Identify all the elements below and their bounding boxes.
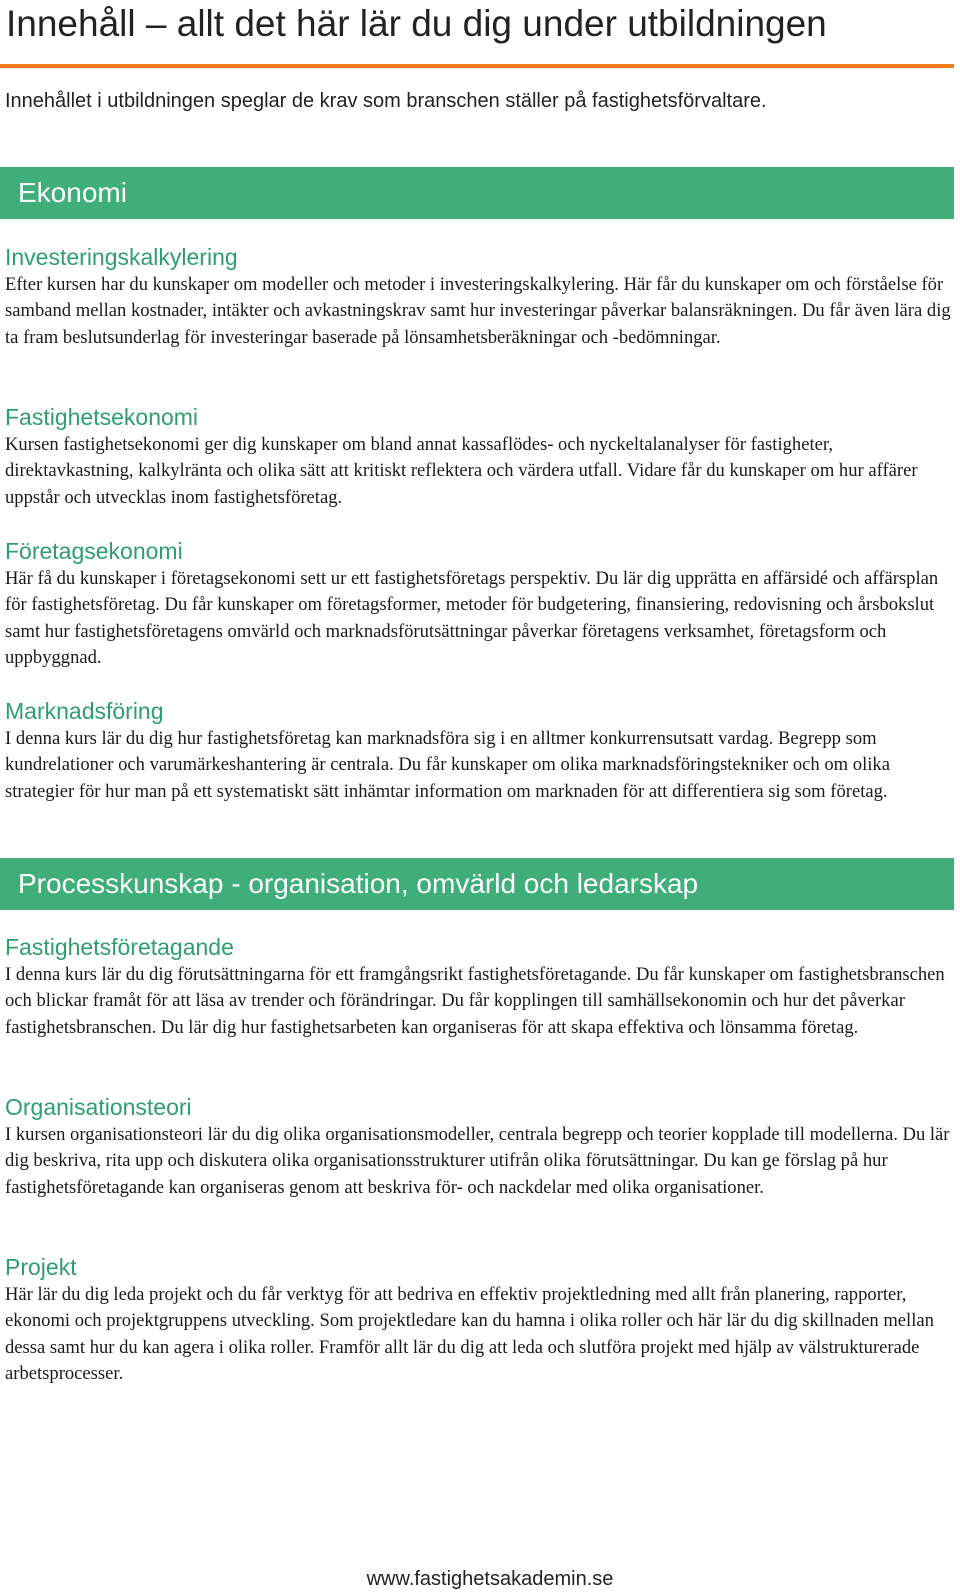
course-title: Projekt	[5, 1254, 77, 1280]
course-description: Efter kursen har du kunskaper om modeller och metoder i investeringskalkylering. Här får du kunskaper om och förståelse för samband mellan kostnader, intäkter och avkastningskrav samt hur investeringar påverkar balansräkningen. Du får även lära dig ta fram beslutsunderlag för investeringar baserade på lönsamhetsberäkningar och -bedömningar.	[5, 274, 951, 348]
intro-text: Innehållet i utbildningen speglar de krav som branschen ställer på fastighetsförvaltare.	[5, 90, 767, 112]
course-marknadsforing	[5, 696, 953, 805]
course-organisationsteori	[5, 1092, 953, 1201]
course-description: I denna kurs lär du dig hur fastighetsföretag kan marknadsföra sig i en alltmer konkurrensutsatt vardag. Begrepp som kundrelationer och varumärkeshantering är centrala. Du får kunskaper om olika marknadsföringstekniker och om olika strategier för hur man på ett systematiskt sätt inhämtar information om marknaden för att differentiera sig som företag.	[5, 728, 890, 802]
section-band-ekonomi: Ekonomi	[0, 167, 954, 219]
page-title: Innehåll – allt det här lär du dig under utbildningen	[6, 3, 827, 44]
course-fastighetsforetagande	[5, 932, 953, 1041]
course-foretagsekonomi	[5, 536, 953, 671]
course-title: Fastighetsföretagande	[5, 934, 234, 960]
course-title: Företagsekonomi	[5, 538, 183, 564]
course-title: Organisationsteori	[5, 1094, 192, 1120]
course-fastighetsekonomi	[5, 402, 953, 511]
course-title: Fastighetsekonomi	[5, 404, 199, 430]
course-description: I kursen organisationsteori lär du dig olika organisationsmodeller, centrala begrepp och teorier kopplade till modellerna. Du lär dig beskriva, rita upp och diskutera olika organisationsstrukturer utifrån olika förutsättningar. Du kan ge förslag på hur fastighetsföretagande kan organiseras genom att beskriva för- och nackdelar med olika organisationer.	[5, 1124, 950, 1198]
course-description: Här få du kunskaper i företagsekonomi sett ur ett fastighetsföretags perspektiv. Du lär dig upprätta en affärsidé och affärsplan för fastighetsföretag. Du får kunskaper om företagsformer, metoder för budgetering, finansiering, redovisning och årsbokslut samt hur fastighetsföretagens omvärld och marknadsförutsättningar påverkar företagens verksamhet, företagsform och uppbyggnad.	[5, 568, 939, 668]
title-divider	[0, 64, 954, 68]
course-description: I denna kurs lär du dig förutsättningarna för ett framgångsrikt fastighetsföretagande. Du får kunskaper om fastighetsbranschen och blickar framåt för att läsa av trender och förändringar. Du får kopplingen till samhällsekonomin och hur det påverkar fastighetsbranschen. Du lär dig hur fastighetsarbeten kan organiseras för att skapa effektiva och lönsamma företag.	[5, 964, 945, 1038]
course-description: Här lär du dig leda projekt och du får verktyg för att bedriva en effektiv projektledning med allt från planering, rapporter, ekonomi och projektgruppens utveckling. Som projektledare kan du hamna i olika roller och här lär du dig skillnaden mellan dessa samt hur du kan agera i olika roller. Framför allt lär du dig att leda och slutföra projekt med hjälp av välstrukturerade arbetsprocesser.	[5, 1284, 934, 1384]
course-investeringskalkylering	[5, 242, 953, 351]
course-description: Kursen fastighetsekonomi ger dig kunskaper om bland annat kassaflödes- och nyckeltalanalyser för fastigheter, direktavkastning, kalkylränta och olika sätt att kritiskt reflektera och värdera utfall. Vidare får du kunskaper om hur affärer uppstår och utvecklas inom fastighetsföretag.	[5, 434, 918, 508]
course-projekt	[5, 1252, 953, 1387]
footer-website-url: www.fastighetsakademin.se	[366, 1568, 614, 1590]
section-band-processkunskap: Processkunskap - organisation, omvärld och ledarskap	[0, 858, 954, 910]
course-title: Investeringskalkylering	[5, 244, 238, 270]
course-title: Marknadsföring	[5, 698, 164, 724]
